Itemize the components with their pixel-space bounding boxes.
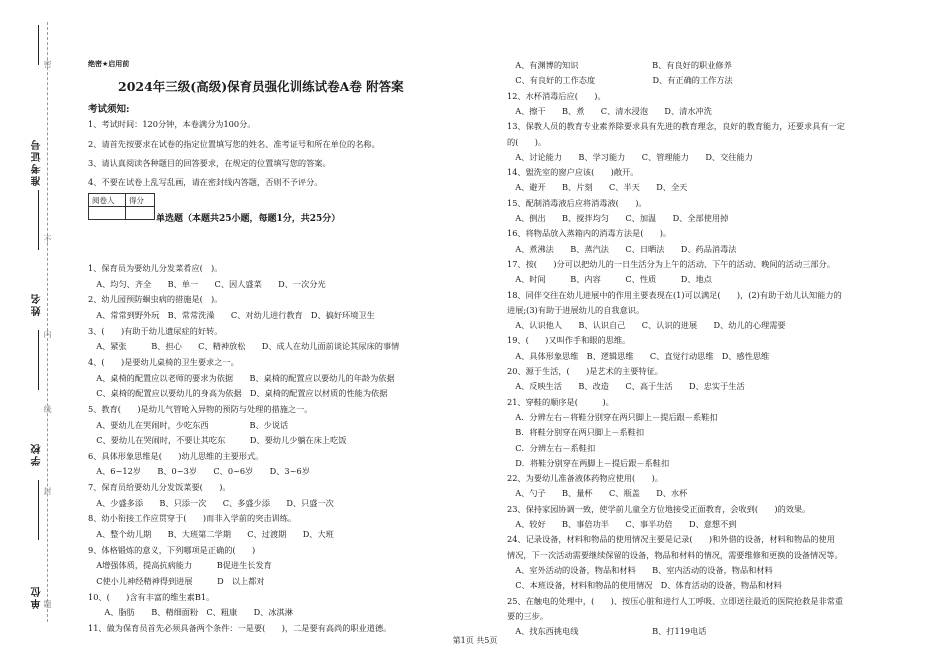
question-line: A、具体形象思维 B、逻辑思维 C、直觉行动思维 D、感性思维: [507, 350, 770, 361]
question-line: 20、源于生活，( )是艺术的主要特征。: [507, 366, 663, 376]
question-line: 情况，下一次活动需要继续保留的设备，物品和材料的情况，需要维修和更换的设备情况等。: [507, 549, 843, 560]
question-line: A、找东西挑电线 B、打119电话: [507, 626, 707, 637]
question-line: A、擦干 B、煮 C、清水浸泡 D、清水冲洗: [507, 105, 712, 116]
seal-mark: 封: [43, 487, 52, 495]
seal-mark: 题: [43, 600, 52, 608]
question-line: 9、体格锻炼的意义，下列哪项是正确的( ): [88, 544, 256, 555]
question-line: 6、具体形象思维是( )幼儿思维的主要形式。: [88, 450, 264, 461]
page-footer: 第1页 共5页: [452, 636, 498, 645]
binding-field-line: [38, 25, 39, 65]
question-line: 12、水杯消毒后应( )。: [507, 90, 606, 101]
question-line: A、少盛多添 B、只添一次 C、多盛少添 D、只盛一次: [88, 497, 334, 508]
question-line: A、时间 B、内容 C、性质 D、地点: [507, 274, 712, 285]
question-line: 10、( )含有丰富的维生素B1。: [88, 591, 215, 602]
question-line: 13、保教人员的教育专业素养除要求具有先进的教育理念，良好的教育能力，还要求具有一定: [507, 121, 845, 132]
score-table-score-header: 得分: [126, 194, 155, 207]
binding-strip: [0, 0, 60, 671]
question-line: 进展;(3)有助于进展幼儿的自我意识。: [507, 304, 645, 315]
question-line: 要的三步。: [507, 610, 548, 621]
question-line: A、避开 B、片刻 C、半天 D、全天: [507, 182, 688, 193]
seal-line: [47, 22, 48, 622]
question-line: A、常常到野外玩 B、常常洗澡 C、对幼儿进行教育 D、搞好环境卫生: [88, 309, 375, 320]
seal-mark: 线: [43, 405, 52, 413]
notice-item: 3、请认真阅读各种题目的回答要求，在规定的位置填写您的答案。: [88, 158, 331, 168]
question-line: 23、保持家园协调一致，使学前儿童全方位地接受正面教育，会收到( )的效果。: [507, 503, 811, 514]
seal-mark: 密: [43, 60, 52, 68]
question-line: 19、( )又叫作手和眼的思维。: [507, 335, 631, 346]
question-line: A、室外活动的设备，物品和材料 B、室内活动的设备，物品和材料: [507, 564, 773, 575]
question-line: 的( )。: [507, 136, 547, 147]
question-line: A、较好 B、事倍功半 C、事半功倍 D、意想不到: [507, 519, 737, 529]
binding-field-line: [38, 330, 39, 390]
question-line: 8、幼小衔接工作应贯穿于( )而非入学前的突击训练。: [88, 513, 297, 524]
seal-mark: 内: [43, 330, 52, 338]
question-line: 17、按( )分可以把幼儿的一日生活分为上午的活动、下午的活动、晚间的活动三部分。: [507, 258, 835, 269]
question-line: A、要幼儿在哭闹时，少吃东西 B、少说话: [88, 419, 289, 430]
question-line: C、本班设备，材料和物品的使用情况 D、体育活动的设备，物品和材料: [507, 580, 782, 591]
notice-item: 4、不要在试卷上乱写乱画，请在密封线内答题，否则不予评分。: [88, 177, 323, 187]
binding-field-line: [38, 480, 39, 540]
binding-label-name: 姓名: [32, 292, 43, 316]
question-line: 7、保育员给要幼儿分发饭菜要( )。: [88, 482, 231, 493]
question-line: C、有良好的工作态度 D、有正确的工作方法: [507, 75, 733, 86]
question-line: C、桌椅的配置应以要幼儿的身高为依据 D、桌椅的配置应以材质的性能为依据: [88, 388, 388, 399]
question-line: A、脂肪 B、精细面粉 C、粗康 D、冰淇淋: [88, 607, 293, 618]
binding-field-line: [38, 190, 39, 250]
seal-mark: 不: [43, 235, 52, 243]
notice-heading: 考试须知:: [88, 104, 130, 115]
score-table: [88, 193, 155, 220]
question-line: C．分辨左右－系鞋扣: [507, 442, 596, 453]
question-line: 4、( )是要幼儿桌椅的卫生要求之一。: [88, 356, 239, 367]
question-line: A、整个幼儿期 B、大班第二学期 C、过渡期 D、大班: [88, 529, 334, 540]
question-line: A、有渊博的知识 B、有良好的职业修养: [507, 60, 732, 70]
score-table-cell[interactable]: [89, 207, 126, 220]
score-table-grader-header: 阅卷人: [89, 194, 126, 207]
question-line: A、倒出 B、搅拌均匀 C、加温 D、全部使用掉: [507, 213, 729, 223]
question-line: 3、( )有助于幼儿遗尿症的好转。: [88, 325, 223, 336]
question-line: 25、在触电的处理中，( )、按压心脏和进行人工呼吸、立即送往最近的医院抢救是非常重: [507, 595, 844, 606]
notice-item: 1、考试时间：120分钟，本卷满分为100分。: [88, 119, 256, 129]
question-line: 2、幼儿园预防蛔虫病的措施是( )。: [88, 294, 223, 305]
question-line: 24、记录设备，材料和物品的使用情况主要是记录( )和外借的设备，材料和物品的使用: [507, 534, 835, 545]
score-table-cell[interactable]: [126, 207, 155, 220]
question-line: A、反映生活 B、改造 C、高于生活 D、忠实于生活: [507, 381, 745, 392]
question-line: A、桌椅的配置应以老师的要求为依据 B、桌椅的配置应以要幼儿的年龄为依据: [88, 372, 395, 383]
question-line: 16、将物品放入蒸箱内的消毒方法是( )。: [507, 228, 672, 239]
question-line: A增强体质，提高抗病能力 B促进生长发育: [88, 560, 272, 571]
question-line: C、要幼儿在哭闹时，不要让其吃东 D、要幼儿少躺在床上吃饭: [88, 435, 347, 446]
question-line: A、认识他人 B、认识自己 C、认识的进展 D、幼儿的心理需要: [507, 320, 786, 331]
question-line: 18、同伴交往在幼儿进展中的作用主要表现在(1)可以满足( )，(2)有助于幼儿认知能力的: [507, 289, 842, 300]
binding-label-school: 学校: [32, 442, 43, 466]
section-title: 单选题（本题共25小题，每题1分，共25分）: [156, 214, 341, 224]
question-line: A、勺子 B、量杯 C、瓶盖 D、水杯: [507, 488, 688, 499]
question-line: A、6~12岁 B、0~3岁 C、0~6岁 D、3~6岁: [88, 466, 310, 477]
question-line: 14、盥洗室的窗户应该( )敞开。: [507, 167, 639, 178]
question-line: C使小儿神经精神得到进展 D 以上都对: [88, 576, 265, 586]
question-line: 15、配制消毒液后应将消毒液( )。: [507, 197, 647, 208]
exam-title: 2024年三级(高级)保育员强化训练试卷A卷 附答案: [118, 79, 404, 94]
question-line: A．分辨左右－将鞋分别穿在两只脚上－提后跟－系鞋扣: [507, 411, 718, 422]
question-line: B．将鞋分别穿在两只脚上－系鞋扣: [507, 427, 645, 438]
question-line: 22、为要幼儿准备液体药物应使用( )。: [507, 473, 663, 484]
question-line: 21、穿鞋的顺序是( )。: [507, 396, 614, 407]
secret-label: 绝密★启用前: [88, 60, 130, 68]
question-line: A、讨论能力 B、学习能力 C、管理能力 D、交往能力: [507, 151, 753, 162]
question-line: A、紧张 B、担心 C、精神放松 D、成人在幼儿面前谈论其尿床的事情: [88, 341, 400, 352]
question-line: 11、做为保育员首先必须具备两个条件：一是要( )，二是要有高尚的职业道德。: [88, 622, 392, 633]
notice-item: 2、请首先按要求在试卷的指定位置填写您的姓名、准考证号和所在单位的名称。: [88, 139, 380, 149]
binding-label-unit: 单位: [32, 585, 43, 609]
binding-label-exam-number: 准考证号: [32, 138, 43, 186]
question-line: D．将鞋分别穿在两脚上－提后跟－系鞋扣: [507, 457, 670, 468]
question-line: A、均匀、齐全 B、单一 C、因人盛菜 D、一次分光: [88, 278, 326, 289]
question-line: 1、保育员为要幼儿分发菜肴应( )。: [88, 263, 223, 273]
question-line: A、煮沸法 B、蒸汽法 C、日晒法 D、药品消毒法: [507, 243, 737, 254]
question-line: 5、教育( )是幼儿气管呛入异物的预防与处理的措施之一。: [88, 403, 313, 414]
